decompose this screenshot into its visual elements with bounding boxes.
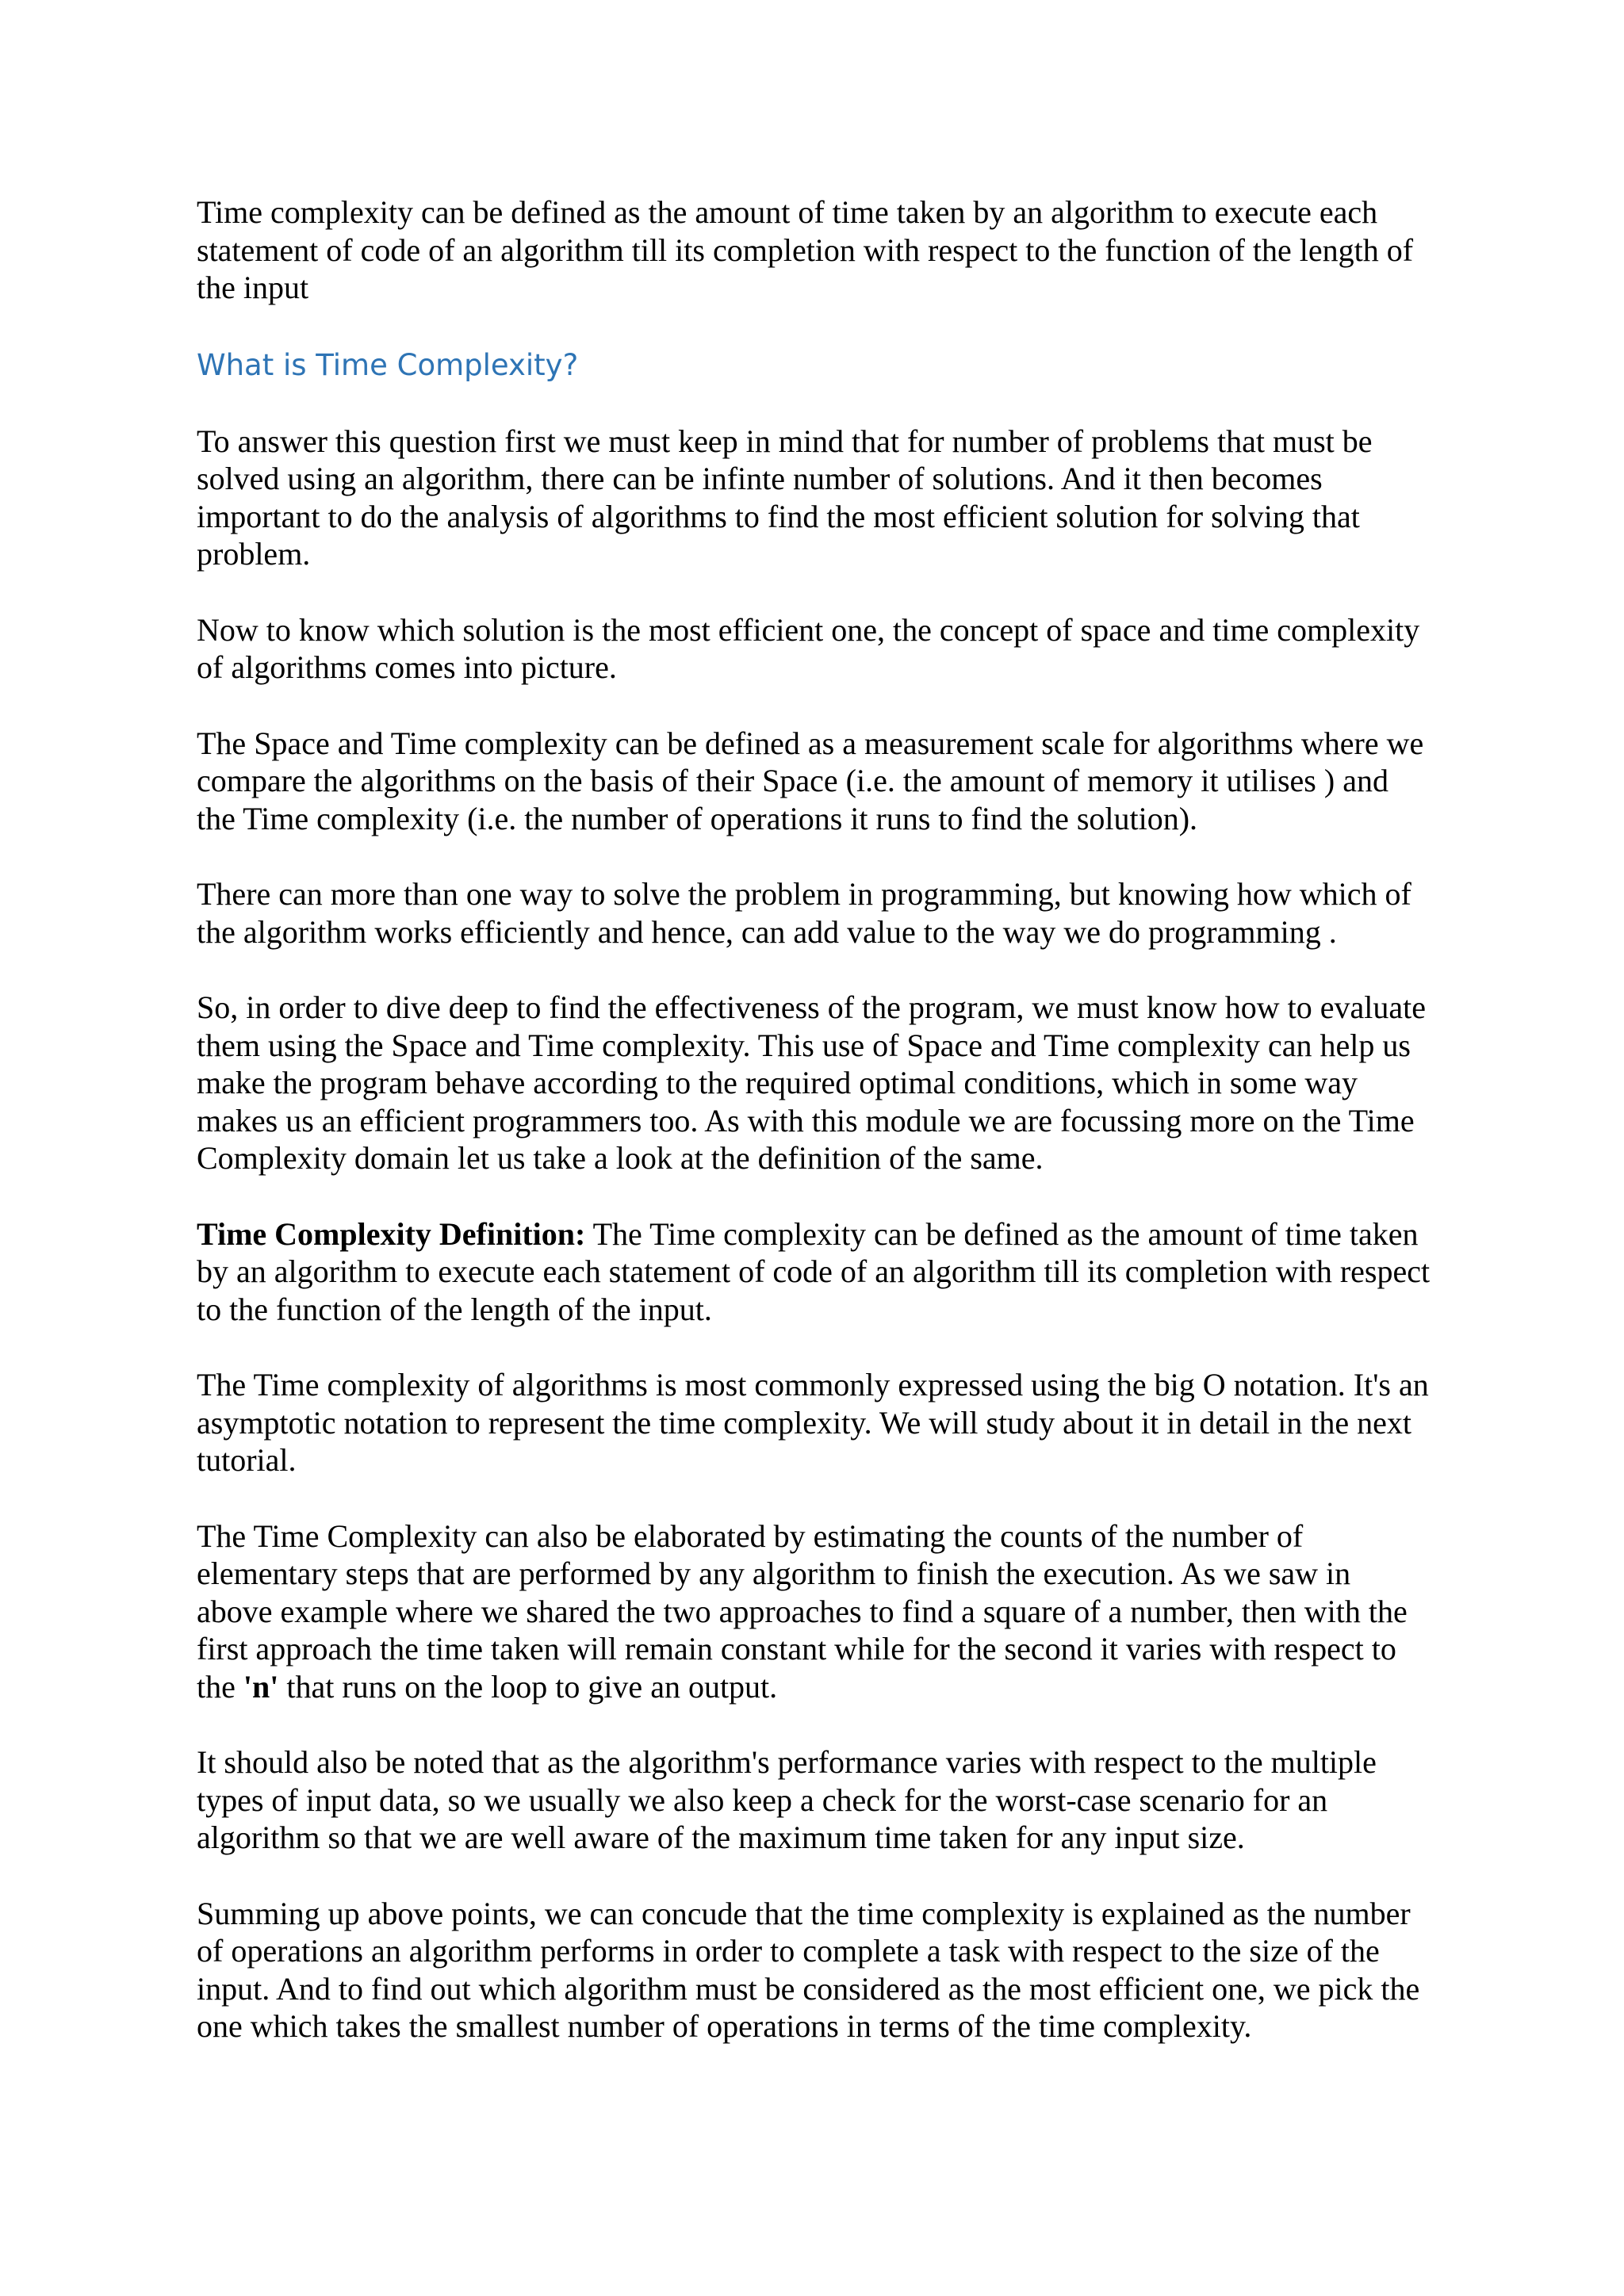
paragraph: Summing up above points, we can concude that the time complexity is explained as the number of operations an algorithm performs in order to complete a task with respect to the size of the input. And to find out which algorithm must be considered as the most efficient one, we pick the one which takes the smallest number of operations in terms of the time complexity. (197, 1895, 1420, 2044)
document-body (197, 193, 1434, 2084)
definition-paragraph (197, 1215, 1434, 1329)
paragraph-text: that runs on the loop to give an output. (278, 1668, 778, 1705)
definition-text: The Time complexity can be defined as the amount of time taken by an algorithm to execute each statement of code of an algorithm till its completion with respect to the function of the length of the input. (197, 1215, 1431, 1327)
section-heading: What is Time Complexity? (197, 347, 579, 382)
paragraph (197, 1517, 1434, 1706)
intro-paragraph: Time complexity can be defined as the amount of time taken by an algorithm to execute each statement of code of an algorithm till its completion with respect to the function of the length of the input (197, 194, 1414, 305)
paragraph: The Space and Time complexity can be defined as a measurement scale for algorithms where we compare the algorithms on the basis of their Space (i.e. the amount of memory it utilises ) and the Time complexity (i.e. the number of operations it runs to find the solution). (197, 725, 1424, 836)
paragraph: It should also be noted that as the algorithm's performance varies with respect to the multiple types of input data, so we usually we also keep a check for the worst-case scenario for an algorithm so that we are well aware of the maximum time taken for any input size. (197, 1744, 1377, 1855)
paragraph: To answer this question first we must keep in mind that for number of problems that must be solved using an algorithm, there can be infinte number of solutions. And it then becomes important to do the analysis of algorithms to find the most efficient solution for solving that problem. (197, 423, 1373, 572)
variable-n: 'n' (243, 1668, 279, 1705)
paragraph: There can more than one way to solve the problem in programming, but knowing how which of the algorithm works efficiently and hence, can add value to the way we do programming . (197, 876, 1411, 950)
paragraph: Now to know which solution is the most efficient one, the concept of space and time complexity of algorithms comes into picture. (197, 611, 1420, 685)
paragraph-text: The Time Complexity can also be elaborated by estimating the counts of the number of elementary steps that are performed by any algorithm to finish the execution. As we saw in above example where we shared the two approaches to find a square of a number, then with the first approach the time taken will remain constant while for the second it varies with respect to the (197, 1517, 1408, 1705)
definition-term: Time Complexity Definition: (197, 1215, 586, 1252)
paragraph: The Time complexity of algorithms is most commonly expressed using the big O notation. It's an asymptotic notation to represent the time complexity. We will study about it in detail in the next tutorial. (197, 1367, 1429, 1478)
paragraph: So, in order to dive deep to find the effectiveness of the program, we must know how to evaluate them using the Space and Time complexity. This use of Space and Time complexity can help us make the program behave according to the required optimal conditions, which in some way makes us an efficient programmers too. As with this module we are focussing more on the Time Complexity domain let us take a look at the definition of the same. (197, 989, 1426, 1176)
